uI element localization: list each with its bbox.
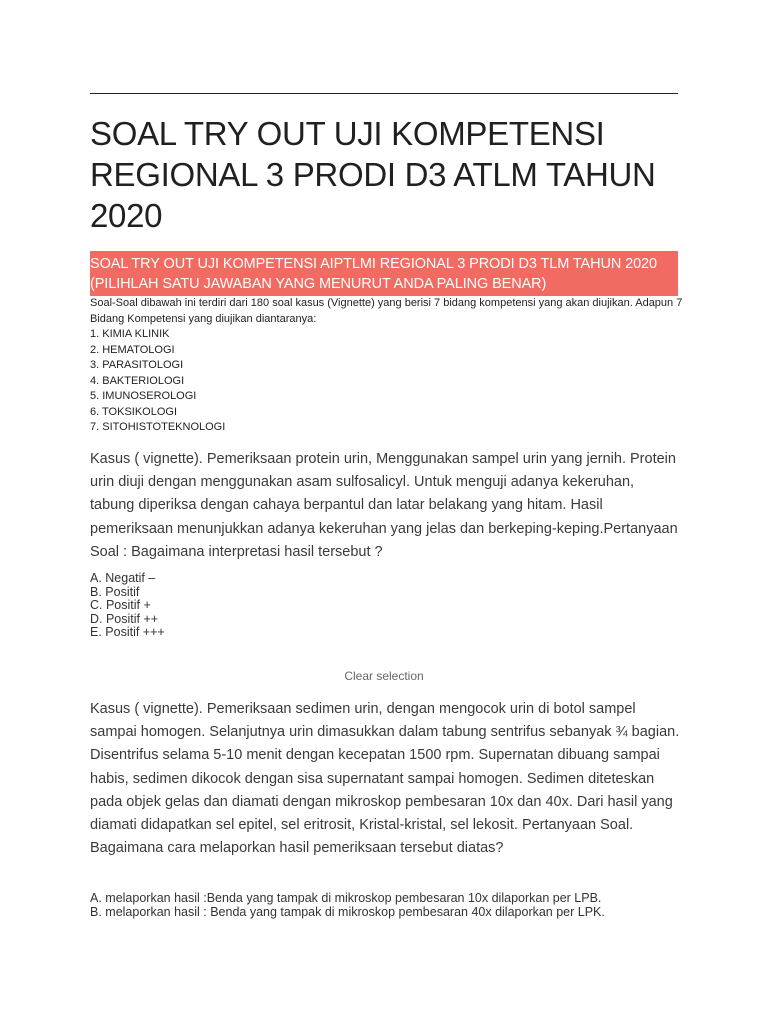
question-2-options xyxy=(90,892,680,919)
competency-item: 3. PARASITOLOGI xyxy=(90,359,184,371)
clear-selection-button[interactable]: Clear selection xyxy=(344,669,424,683)
answer-option[interactable]: E. Positif +++ xyxy=(90,625,165,640)
answer-option[interactable]: D. Positif ++ xyxy=(90,611,159,626)
question-1-options xyxy=(90,572,680,640)
question-1-text: Kasus ( vignette). Pemeriksaan protein urin, Menggunakan sampel urin yang jernih. Protein urin diuji dengan menggunakan asam sulfosalicyl. Untuk menguji adanya kekeruhan, tabung diperiksa dengan cahaya berpantul dan latar belakang yang hitam. Hasil pemeriksaan menunjukkan adanya kekeruhan yang jelas dan berkeping-keping.Pertanyaan Soal : Bagaimana interpretasi hasil tersebut ? xyxy=(90,451,678,560)
competency-item: 1. KIMIA KLINIK xyxy=(90,328,170,340)
top-divider xyxy=(90,93,678,94)
answer-option[interactable]: A. melaporkan hasil :Benda yang tampak di mikroskop pembesaran 10x dilaporkan per LPB. xyxy=(90,891,602,905)
competency-item: 5. IMUNOSEROLOGI xyxy=(90,390,197,402)
instruction-banner xyxy=(90,251,678,296)
intro-text: Soal-Soal dibawah ini terdiri dari 180 soal kasus (Vignette) yang berisi 7 bidang kompetensi yang akan diujikan. Adapun 7 Bidang Kompetensi yang diujikan diantaranya: xyxy=(90,297,683,325)
question-2-text: Kasus ( vignette). Pemeriksaan sedimen urin, dengan mengocok urin di botol sampel sampai homogen. Selanjutnya urin dimasukkan dalam tabung sentrifus sebanyak ¾ bagian. Disentrifus selama 5-10 menit dengan kecepatan 1500 rpm. Supernatan dibuang sampai habis, sedimen dikocok dengan sisa supernatant sampai homogen. Sedimen diteteskan pada objek gelas dan diamati dengan mikroskop pembesaran 10x dan 40x. Dari hasil yang diamati didapatkan sel epitel, sel eritrosit, Kristal-kristal, sel lekosit. Pertanyaan Soal. Bagaimana cara melaporkan hasil pemeriksaan tersebut diatas? xyxy=(90,701,680,857)
intro-section xyxy=(90,296,690,436)
answer-option[interactable]: B. Positif xyxy=(90,584,140,599)
answer-option[interactable]: B. melaporkan hasil : Benda yang tampak di mikroskop pembesaran 40x dilaporkan per LPK. xyxy=(90,904,605,919)
competency-item: 7. SITOHISTOTEKNOLOGI xyxy=(90,421,226,433)
competency-list xyxy=(90,327,690,436)
competency-item: 4. BAKTERIOLOGI xyxy=(90,374,185,387)
competency-item: 6. TOKSIKOLOGI xyxy=(90,405,178,418)
answer-option[interactable]: A. Negatif – xyxy=(90,571,156,585)
page-title: SOAL TRY OUT UJI KOMPETENSI REGIONAL 3 PRODI D3 ATLM TAHUN 2020 xyxy=(90,115,656,234)
banner-text: SOAL TRY OUT UJI KOMPETENSI AIPTLMI REGIONAL 3 PRODI D3 TLM TAHUN 2020 (PILIHLAH SATU JAWABAN YANG MENURUT ANDA PALING BENAR) xyxy=(90,256,657,292)
competency-item: 2. HEMATOLOGI xyxy=(90,343,175,356)
answer-option[interactable]: C. Positif + xyxy=(90,598,151,613)
